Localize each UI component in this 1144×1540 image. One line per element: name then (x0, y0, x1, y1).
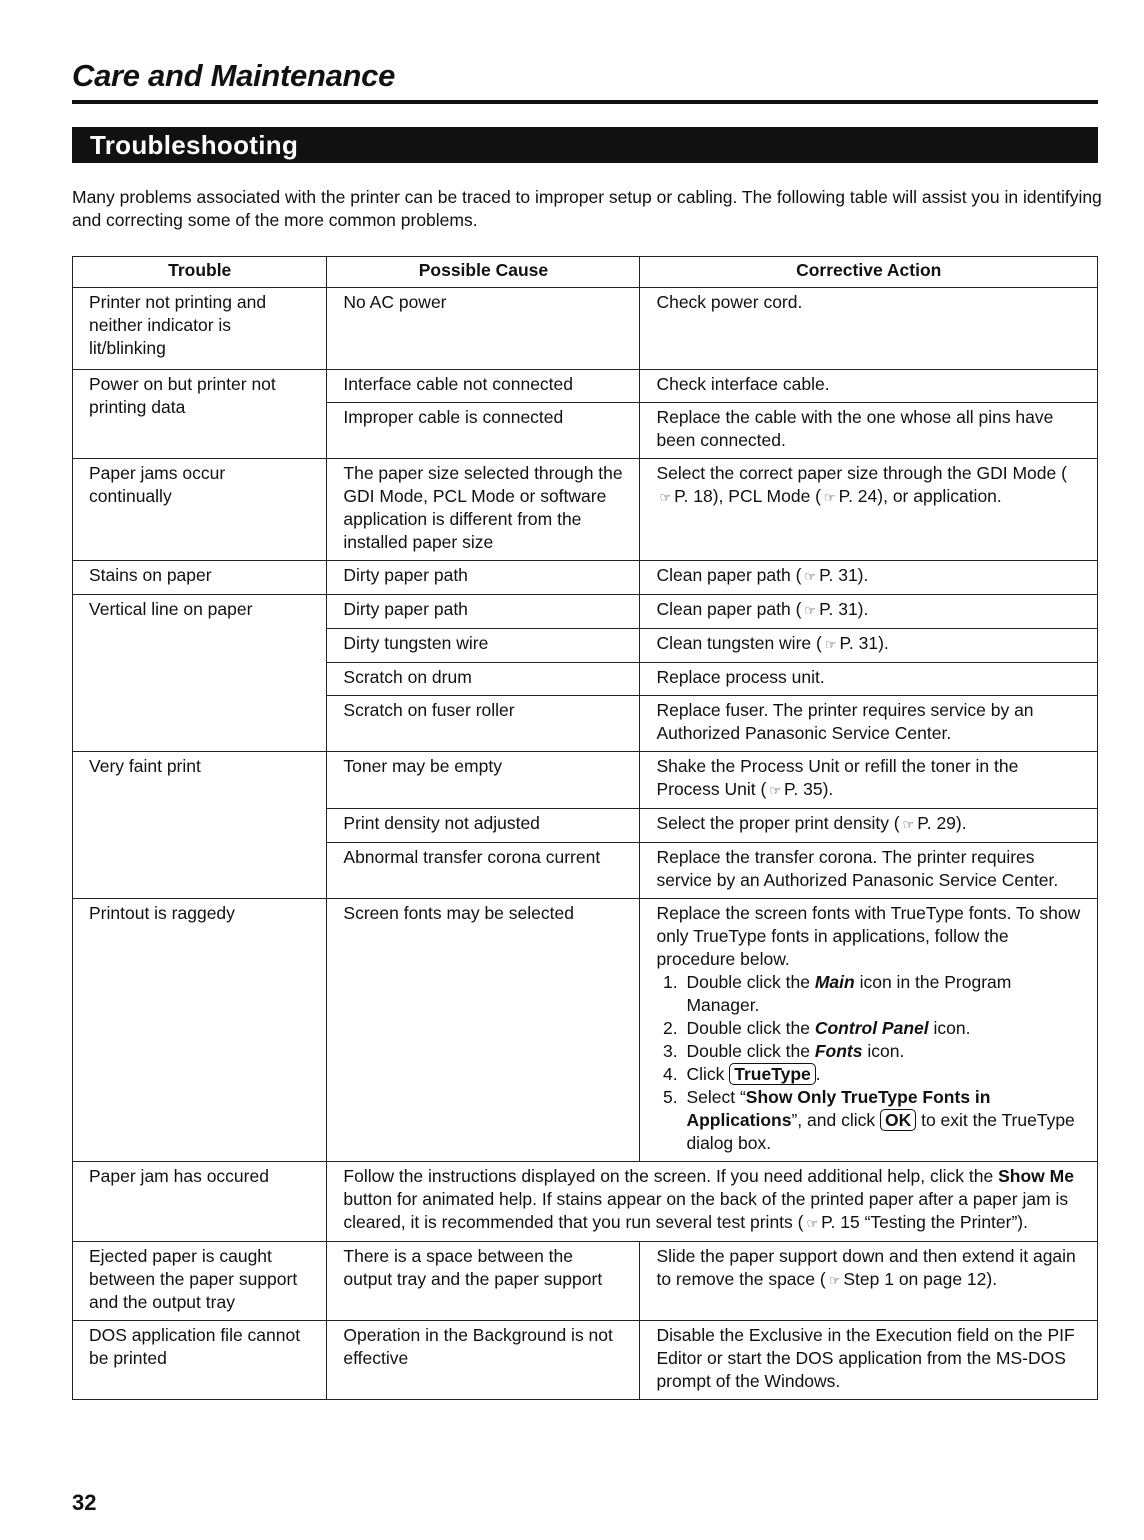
action-cell: Replace the cable with the one whose all pins have been connected. (640, 403, 1098, 459)
action-cell: Shake the Process Unit or refill the toner in the Process Unit ( ☞ P. 35). (640, 752, 1098, 809)
section-title: Care and Maintenance (72, 58, 396, 93)
page-number: 32 (72, 1490, 97, 1515)
trouble-cell: Ejected paper is caught between the paper support and the output tray (73, 1242, 327, 1321)
action-cell: Select the proper print density ( ☞ P. 29). (640, 809, 1098, 843)
table-row (73, 595, 1098, 629)
cause-cell: Toner may be empty (327, 752, 640, 809)
ok-key: OK (880, 1109, 916, 1131)
pointer-icon: ☞ (824, 637, 837, 652)
action-cell (640, 899, 1098, 1162)
step-4: 4. Click TrueType . (682, 1063, 1083, 1086)
cause-cell: The paper size selected through the GDI Mode, PCL Mode or software application is different from the installed paper size (327, 459, 640, 561)
action-cell: Clean paper path ( ☞ P. 31). (640, 595, 1098, 629)
intro-paragraph: Many problems associated with the printer can be traced to improper setup or cabling. The following table will assist you in identifying and correcting some of the more common problems. (72, 187, 1102, 230)
trouble-cell: Paper jam has occured (73, 1162, 327, 1242)
action-cell: Replace fuser. The printer requires service by an Authorized Panasonic Service Center. (640, 696, 1098, 752)
trouble-cell: Stains on paper (73, 561, 327, 595)
action-cell: Disable the Exclusive in the Execution field on the PIF Editor or start the DOS application from the MS-DOS prompt of the Windows. (640, 1321, 1098, 1400)
table-row (73, 288, 1098, 370)
header-action: Corrective Action (640, 257, 1098, 288)
table-row (73, 1162, 1098, 1242)
table-row (73, 1242, 1098, 1321)
cause-cell: Scratch on drum (327, 663, 640, 696)
pointer-icon: ☞ (804, 569, 817, 584)
cause-cell: No AC power (327, 288, 640, 370)
action-cell: Slide the paper support down and then extend it again to remove the space ( ☞ Step 1 on page 12). (640, 1242, 1098, 1321)
pointer-icon: ☞ (806, 1216, 819, 1231)
pointer-icon: ☞ (824, 490, 836, 505)
pointer-icon: ☞ (804, 603, 817, 618)
action-cell: Replace process unit. (640, 663, 1098, 696)
truetype-key: TrueType (729, 1063, 816, 1085)
action-cell: Clean tungsten wire ( ☞ P. 31). (640, 629, 1098, 663)
header-cause: Possible Cause (327, 257, 640, 288)
action-cell: Select the correct paper size through the GDI Mode (☞ P. 18), PCL Mode ( ☞ P. 24), or application. (640, 459, 1098, 561)
cause-cell: Screen fonts may be selected (327, 899, 640, 1162)
table-row (73, 561, 1098, 595)
steps-list (656, 971, 1083, 1155)
pointer-icon: ☞ (828, 1273, 841, 1288)
action-intro: Replace the screen fonts with TrueType fonts. To show only TrueType fonts in applications, follow the procedure below. (656, 903, 1081, 969)
trouble-cell: Very faint print (73, 752, 327, 899)
cause-cell: Interface cable not connected (327, 370, 640, 403)
cause-cell: Print density not adjusted (327, 809, 640, 843)
table-row (73, 370, 1098, 403)
pointer-icon: ☞ (769, 783, 781, 798)
step-5: 5. Select “Show Only TrueType Fonts in Applications”, and click OK to exit the TrueType dialog box. (682, 1086, 1083, 1155)
cause-cell: Dirty tungsten wire (327, 629, 640, 663)
troubleshooting-banner (72, 127, 1098, 163)
cause-cell: There is a space between the output tray and the paper support (327, 1242, 640, 1321)
trouble-cell: DOS application file cannot be printed (73, 1321, 327, 1400)
table-row (73, 459, 1098, 561)
step-1: 1. Double click the Main icon in the Program Manager. (682, 971, 1083, 1017)
header-rule (72, 100, 1098, 104)
step-2: 2. Double click the Control Panel icon. (682, 1017, 1083, 1040)
trouble-cell: Vertical line on paper (73, 595, 327, 752)
trouble-cell: Paper jams occur continually (73, 459, 327, 561)
action-cell: Replace the transfer corona. The printer requires service by an Authorized Panasonic Service Center. (640, 843, 1098, 899)
cause-cell: Abnormal transfer corona current (327, 843, 640, 899)
header-trouble: Trouble (73, 257, 327, 288)
action-cell: Follow the instructions displayed on the screen. If you need additional help, click the Show Me button for animated help. If stains appear on the back of the printed paper after a paper jam is cleared, it is recommended that you run several test prints ( ☞ P. 15 “Testing the Printer”). (327, 1162, 1098, 1242)
trouble-cell: Power on but printer not printing data (73, 370, 327, 459)
troubleshooting-table (72, 256, 1098, 1400)
table-row (73, 1321, 1098, 1400)
cause-cell: Operation in the Background is not effective (327, 1321, 640, 1400)
action-cell: Check power cord. (640, 288, 1098, 370)
trouble-cell: Printer not printing and neither indicator is lit/blinking (73, 288, 327, 370)
cause-cell: Dirty paper path (327, 595, 640, 629)
pointer-icon: ☞ (902, 817, 915, 832)
trouble-cell: Printout is raggedy (73, 899, 327, 1162)
cause-cell: Dirty paper path (327, 561, 640, 595)
action-cell: Clean paper path ( ☞ P. 31). (640, 561, 1098, 595)
step-3: 3. Double click the Fonts icon. (682, 1040, 1083, 1063)
banner-title: Troubleshooting (90, 130, 299, 160)
pointer-icon: ☞ (659, 490, 672, 505)
action-cell: Check interface cable. (640, 370, 1098, 403)
cause-cell: Improper cable is connected (327, 403, 640, 459)
table-row (73, 899, 1098, 1162)
table-header-row (73, 257, 1098, 288)
table-row (73, 752, 1098, 809)
cause-cell: Scratch on fuser roller (327, 696, 640, 752)
